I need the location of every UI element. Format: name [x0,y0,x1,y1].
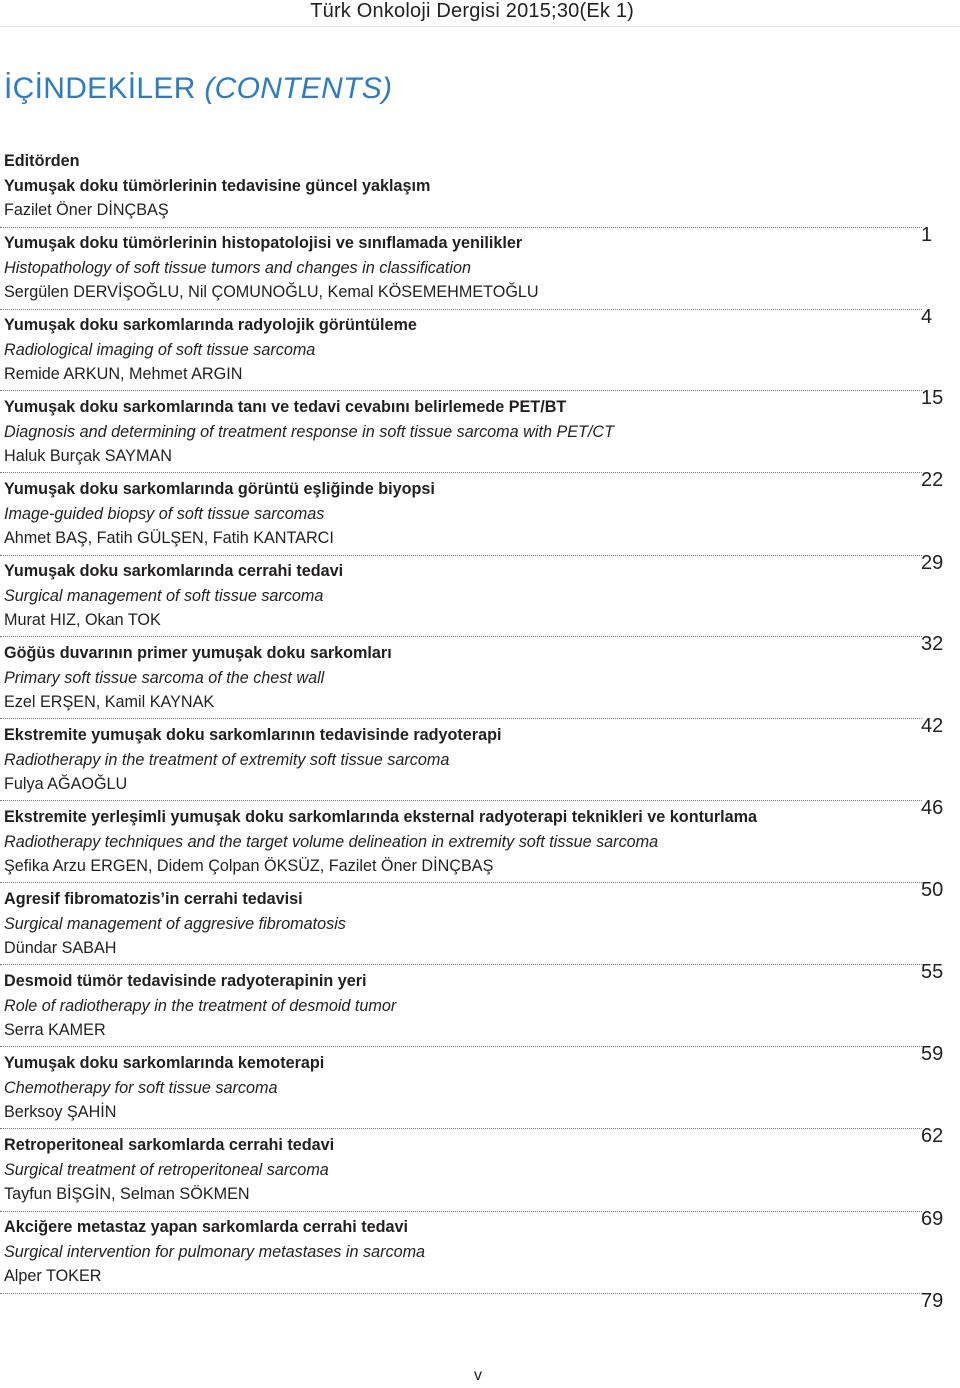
toc-entry-authors: Haluk Burçak SAYMAN [4,447,172,465]
toc-entry-authors: Serra KAMER [4,1021,106,1039]
toc-entry-title: Agresif fibromatozis’in cerrahi tedavisi [4,890,303,908]
toc-entry-title: Yumuşak doku sarkomlarında cerrahi tedavi [4,562,344,580]
toc-entry-authors: Ahmet BAŞ, Fatih GÜLŞEN, Fatih KANTARCI [4,529,334,547]
contents-heading-turkish: İÇİNDEKİLER [4,72,196,105]
toc-page-number: 69 [921,1208,944,1230]
toc-entry-title: Akciğere metastaz yapan sarkomlarda cerrahi tedavi [4,1218,408,1236]
toc-page-number: 15 [921,387,944,409]
toc-entry-title: Yumuşak doku sarkomlarında radyolojik görüntüleme [4,316,417,334]
toc-entry-authors: Dündar SABAH [4,939,117,957]
contents-heading [4,72,392,106]
toc-entry-title: Retroperitoneal sarkomlarda cerrahi tedavi [4,1136,335,1154]
toc-entry-title: Yumuşak doku tümörlerinin tedavisine güncel yaklaşım [4,176,431,195]
toc-page-number: 79 [921,1290,944,1312]
toc-page-number: 50 [921,879,944,901]
toc-entry-title: Göğüs duvarının primer yumuşak doku sarkomları [4,644,392,662]
toc-entry-subtitle: Primary soft tissue sarcoma of the chest wall [4,668,325,687]
toc-entry-subtitle: Image-guided biopsy of soft tissue sarcomas [4,504,325,523]
toc-entry-authors: Ezel ERŞEN, Kamil KAYNAK [4,693,215,711]
toc-page-number: 42 [921,715,944,737]
toc-entry-title: Ekstremite yerleşimli yumuşak doku sarkomlarında eksternal radyoterapi teknikleri ve konturlama [4,808,758,826]
toc-entry-subtitle: Histopathology of soft tissue tumors and changes in classification [4,258,471,277]
toc-entry-authors: Fulya AĞAOĞLU [4,775,128,793]
toc-page-number: 4 [921,306,933,328]
toc-entry-title: Ekstremite yumuşak doku sarkomlarının tedavisinde radyoterapi [4,726,502,744]
toc-entry-subtitle: Surgical intervention for pulmonary metastases in sarcoma [4,1242,426,1261]
toc-entry-authors: Remide ARKUN, Mehmet ARGIN [4,365,243,383]
toc-page-number: 59 [921,1043,944,1065]
running-header [0,0,960,27]
toc-entry-subtitle: Radiotherapy in the treatment of extremity soft tissue sarcoma [4,750,450,769]
toc-page-number: 62 [921,1125,944,1147]
contents-heading-english: (CONTENTS) [204,72,393,105]
toc-entry-title: Yumuşak doku sarkomlarında görüntü eşliğinde biyopsi [4,480,435,498]
toc-entry-subtitle: Chemotherapy for soft tissue sarcoma [4,1078,278,1097]
footer-page-number: v [474,1367,482,1384]
toc-entry-subtitle: Surgical management of soft tissue sarcoma [4,586,324,605]
toc-entry-authors: Berksoy ŞAHİN [4,1103,117,1121]
toc-entry-subtitle: Radiological imaging of soft tissue sarcoma [4,340,316,359]
toc-page-number: 55 [921,961,944,983]
toc-page-number: 22 [921,469,944,491]
toc-entry-subtitle: Surgical treatment of retroperitoneal sarcoma [4,1160,329,1179]
toc-entry-authors: Fazilet Öner DİNÇBAŞ [4,201,169,219]
toc-entry-subtitle: Surgical management of aggresive fibromatosis [4,914,346,933]
toc-entry-authors: Alper TOKER [4,1267,102,1285]
toc-entry-authors: Şefika Arzu ERGEN, Didem Çolpan ÖKSÜZ, Fazilet Öner DİNÇBAŞ [4,857,494,875]
toc-entry-subtitle: Diagnosis and determining of treatment response in soft tissue sarcoma with PET/CT [4,422,615,441]
toc-entry-title: Yumuşak doku sarkomlarında kemoterapi [4,1054,325,1072]
toc-entry-subtitle: Role of radiotherapy in the treatment of desmoid tumor [4,996,397,1015]
toc-page-number: 29 [921,552,944,574]
toc-section-label: Editörden [4,152,80,170]
toc-entry-subtitle: Radiotherapy techniques and the target volume delineation in extremity soft tissue sarcoma [4,832,659,851]
toc-entry-title: Desmoid tümör tedavisinde radyoterapinin yeri [4,972,367,990]
toc-page-number: 1 [921,224,933,246]
toc-entry-title: Yumuşak doku tümörlerinin histopatolojisi ve sınıflamada yenilikler [4,234,523,252]
journal-title: Türk Onkoloji Dergisi 2015;30(Ek 1) [310,0,634,22]
toc-entry-title: Yumuşak doku sarkomlarında tanı ve tedavi cevabını belirlemede PET/BT [4,398,567,416]
toc-entry-authors: Tayfun BİŞGİN, Selman SÖKMEN [4,1185,250,1203]
toc-entry-authors: Murat HIZ, Okan TOK [4,611,161,629]
toc-entry-authors: Sergülen DERVİŞOĞLU, Nil ÇOMUNOĞLU, Kemal KÖSEMEHMETOĞLU [4,283,539,301]
toc-page-number: 32 [921,633,944,655]
toc-page-number: 46 [921,797,944,819]
